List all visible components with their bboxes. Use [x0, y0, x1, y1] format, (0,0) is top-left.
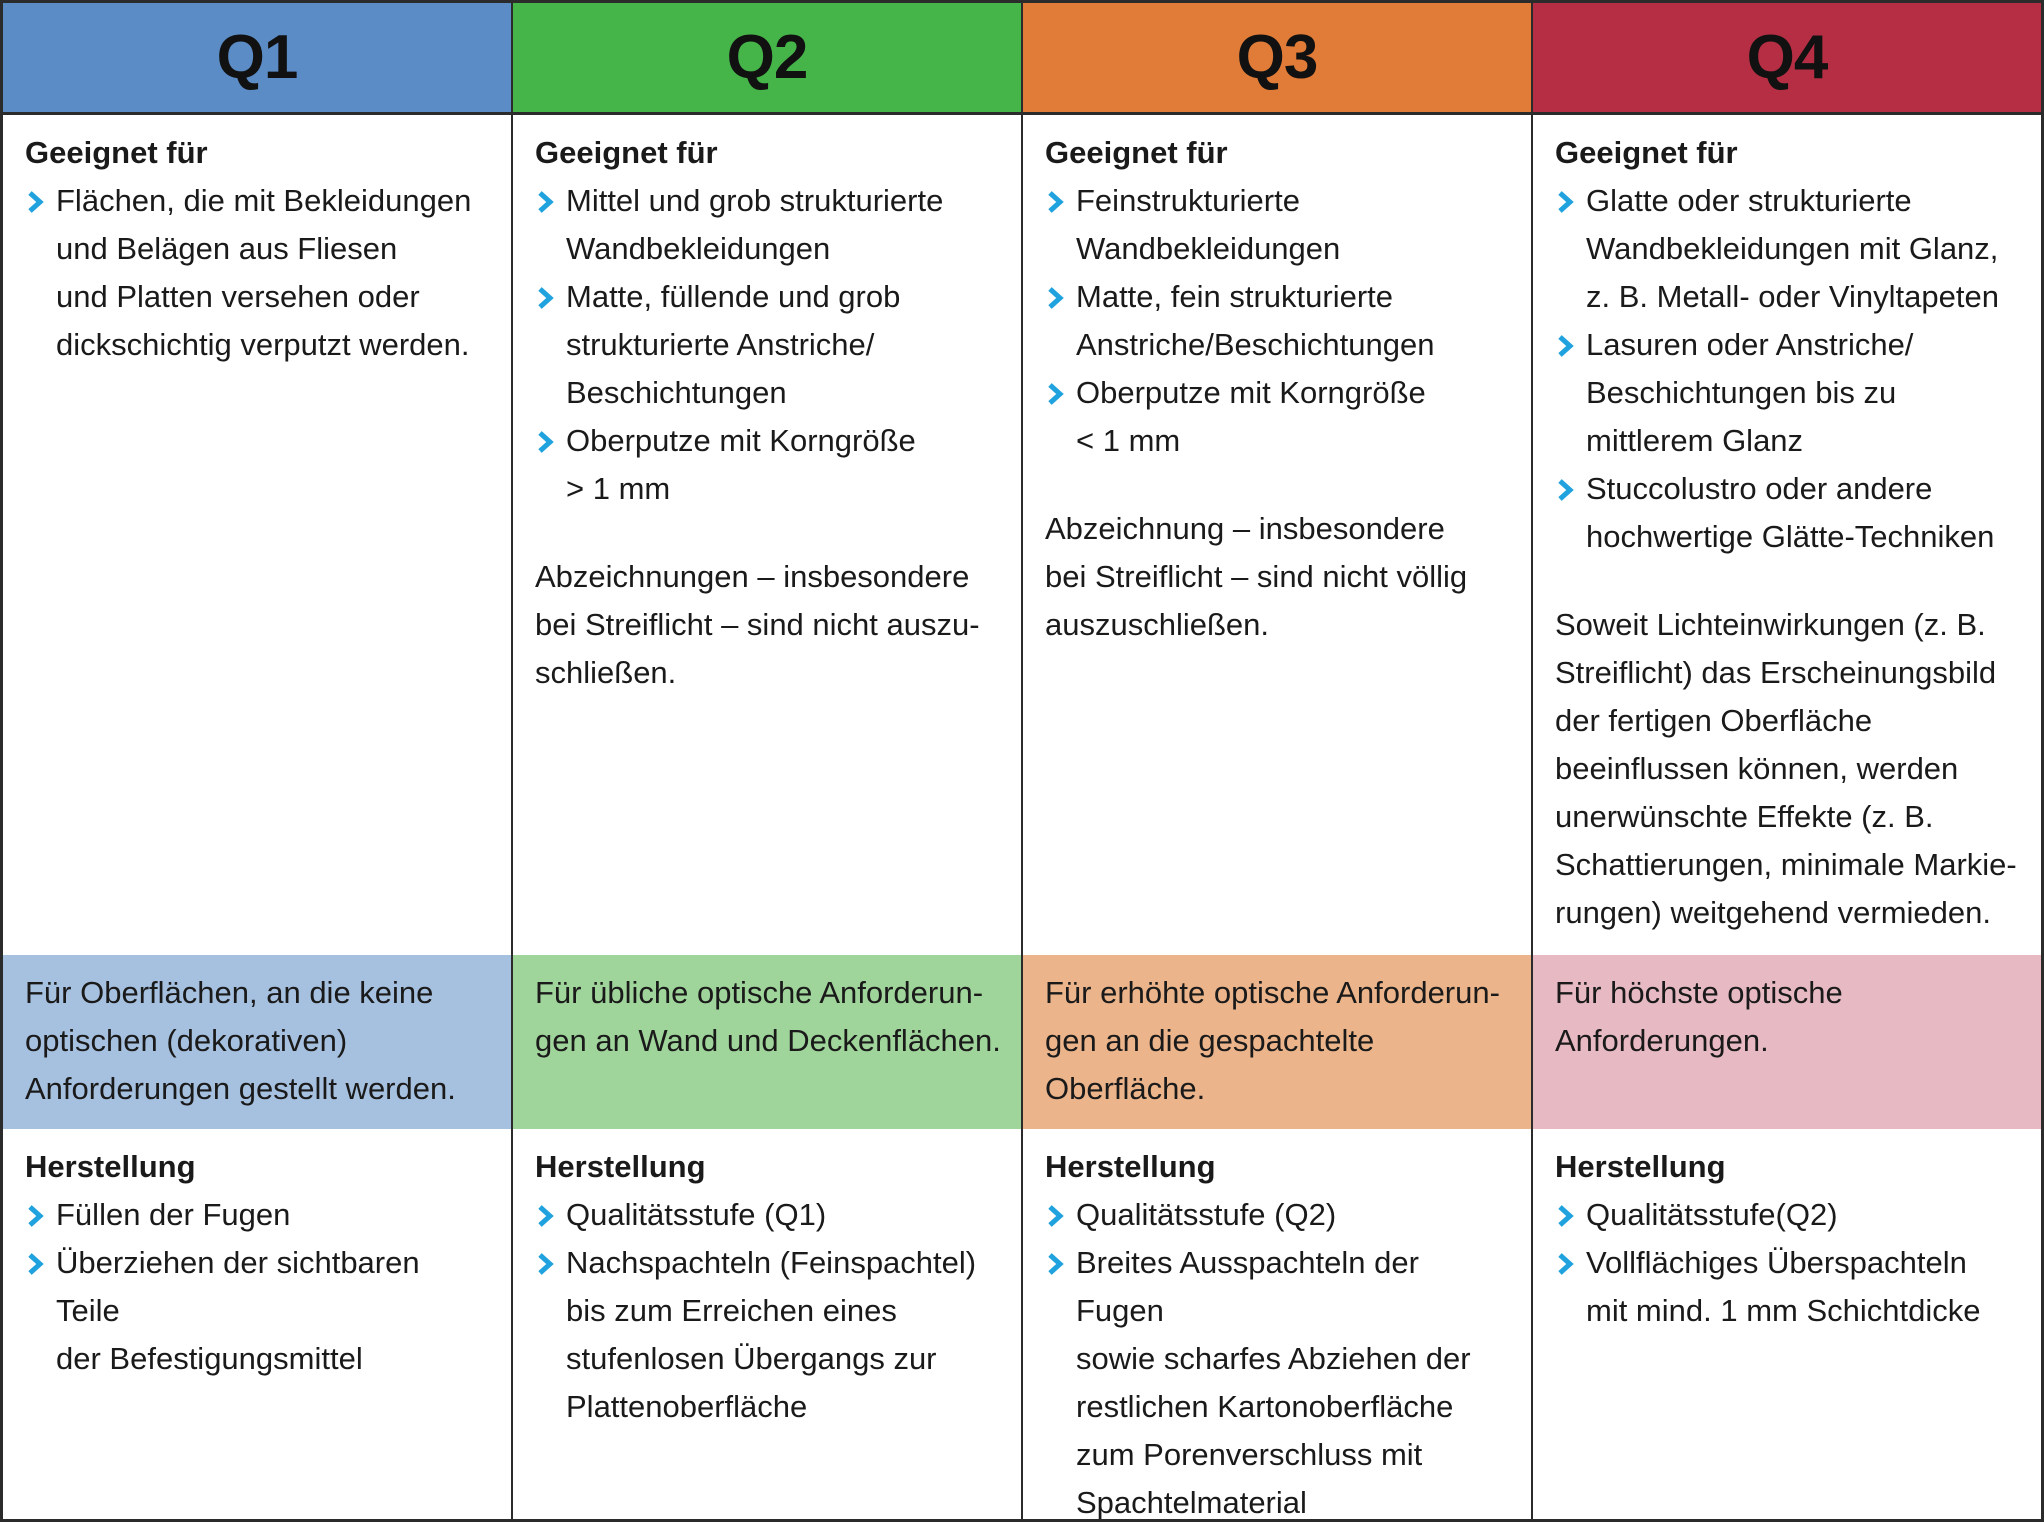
chevron-right-icon — [25, 191, 47, 213]
chevron-right-icon — [25, 1253, 47, 1275]
header-q3-title: Q3 — [1236, 23, 1318, 92]
suitable-item-text: Flächen, die mit Bekleidungen und Belägen aus Fliesen und Platten versehen oder dickschichtig verputzt werden. — [56, 183, 472, 362]
chevron-right-icon — [535, 1205, 557, 1227]
suitable-item — [535, 417, 1001, 513]
suitable-item-text: Lasuren oder Anstriche/ Beschichtungen bis zu mittlerem Glanz — [1586, 327, 1914, 458]
production-item-text: Überziehen der sichtbaren Teile der Befestigungsmittel — [56, 1245, 420, 1376]
chevron-right-icon — [535, 191, 557, 213]
production-q4 — [1533, 1129, 2041, 1519]
header-q4 — [1533, 3, 2041, 115]
header-q1-title: Q1 — [216, 23, 298, 92]
chevron-right-icon — [1555, 1205, 1577, 1227]
production-heading: Herstellung — [25, 1149, 196, 1184]
chevron-right-icon — [535, 431, 557, 453]
chevron-right-icon — [535, 287, 557, 309]
suitable-item — [535, 273, 1001, 417]
production-item-text: Füllen der Fugen — [56, 1197, 291, 1232]
requirement-q4: Für höchste optische Anforderungen. — [1533, 955, 2041, 1129]
production-item — [1045, 1239, 1511, 1519]
suitable-heading: Geeignet für — [1555, 135, 1738, 170]
chevron-right-icon — [535, 1253, 557, 1275]
production-item — [25, 1239, 491, 1383]
suitable-q1 — [3, 115, 513, 955]
production-item-text: Nachspachteln (Feinspachtel) bis zum Erreichen eines stufenlosen Übergangs zur Plattenoberfläche — [566, 1245, 977, 1424]
suitable-item — [1045, 369, 1511, 465]
suitable-item — [535, 177, 1001, 273]
suitable-item — [1555, 177, 2021, 321]
header-q3 — [1023, 3, 1533, 115]
suitable-item — [1555, 465, 2021, 561]
suitable-item — [1555, 321, 2021, 465]
suitable-item — [1045, 177, 1511, 273]
chevron-right-icon — [25, 1205, 47, 1227]
suitable-item-text: Matte, füllende und grob strukturierte Anstriche/ Beschichtungen — [566, 279, 901, 410]
production-q2 — [513, 1129, 1023, 1519]
production-item — [1555, 1191, 2021, 1239]
suitable-q2 — [513, 115, 1023, 955]
note-text: Abzeichnungen – insbesondere bei Streiflicht – sind nicht auszu- schließen. — [535, 559, 980, 690]
note-text: Soweit Lichteinwirkungen (z. B. Streiflicht) das Erscheinungsbild der fertigen Oberfläche beeinflussen können, werden unerwünschte Effekte (z. B. Schattierungen, minimale Markie- rungen) weitgehend vermieden. — [1555, 607, 2017, 930]
suitable-item — [25, 177, 491, 369]
header-q2 — [513, 3, 1023, 115]
production-item — [535, 1239, 1001, 1431]
production-item — [1045, 1191, 1511, 1239]
suitable-item-text: Mittel und grob strukturierte Wandbekleidungen — [566, 183, 944, 266]
suitable-heading: Geeignet für — [535, 135, 718, 170]
production-q3 — [1023, 1129, 1533, 1519]
chevron-right-icon — [1555, 1253, 1577, 1275]
note-text: Abzeichnung – insbesondere bei Streiflicht – sind nicht völlig auszuschließen. — [1045, 511, 1468, 642]
header-q2-title: Q2 — [726, 23, 808, 92]
requirement-q3: Für erhöhte optische Anforderun- gen an die gespachtelte Oberfläche. — [1023, 955, 1533, 1129]
production-item — [25, 1191, 491, 1239]
production-item-text: Vollflächiges Überspachteln mit mind. 1 mm Schichtdicke — [1586, 1245, 1981, 1328]
chevron-right-icon — [1045, 1205, 1067, 1227]
production-item-text: Qualitätsstufe (Q2) — [1076, 1197, 1337, 1232]
suitable-item-text: Stuccolustro oder andere hochwertige Glätte-Techniken — [1586, 471, 1995, 554]
production-heading: Herstellung — [535, 1149, 706, 1184]
suitable-item-text: Oberputze mit Korngröße > 1 mm — [566, 423, 916, 506]
chevron-right-icon — [1555, 479, 1577, 501]
production-heading: Herstellung — [1555, 1149, 1726, 1184]
suitable-q3 — [1023, 115, 1533, 955]
suitable-item-text: Oberputze mit Korngröße < 1 mm — [1076, 375, 1426, 458]
suitable-q4 — [1533, 115, 2041, 955]
suitable-heading: Geeignet für — [25, 135, 208, 170]
suitable-item-text: Feinstrukturierte Wandbekleidungen — [1076, 183, 1341, 266]
chevron-right-icon — [1045, 1253, 1067, 1275]
production-heading: Herstellung — [1045, 1149, 1216, 1184]
production-item-text: Breites Ausspachteln der Fugen sowie scharfes Abziehen der restlichen Kartonoberfläche zum Porenverschluss mit Spachtelmaterial — [1076, 1245, 1471, 1519]
chevron-right-icon — [1045, 383, 1067, 405]
chevron-right-icon — [1045, 191, 1067, 213]
suitable-heading: Geeignet für — [1045, 135, 1228, 170]
chevron-right-icon — [1045, 287, 1067, 309]
header-q1 — [3, 3, 513, 115]
production-item — [1555, 1239, 2021, 1335]
chevron-right-icon — [1555, 335, 1577, 357]
header-q4-title: Q4 — [1746, 23, 1828, 92]
requirement-q2: Für übliche optische Anforderun- gen an Wand und Deckenflächen. — [513, 955, 1023, 1129]
requirement-q1: Für Oberflächen, an die keine optischen (dekorativen) Anforderungen gestellt werden. — [3, 955, 513, 1129]
production-q1 — [3, 1129, 513, 1519]
suitable-item-text: Matte, fein strukturierte Anstriche/Beschichtungen — [1076, 279, 1435, 362]
production-item-text: Qualitätsstufe(Q2) — [1586, 1197, 1838, 1232]
production-item — [535, 1191, 1001, 1239]
production-item-text: Qualitätsstufe (Q1) — [566, 1197, 827, 1232]
suitable-item-text: Glatte oder strukturierte Wandbekleidungen mit Glanz, z. B. Metall- oder Vinyltapeten — [1586, 183, 1999, 314]
chevron-right-icon — [1555, 191, 1577, 213]
suitable-item — [1045, 273, 1511, 369]
